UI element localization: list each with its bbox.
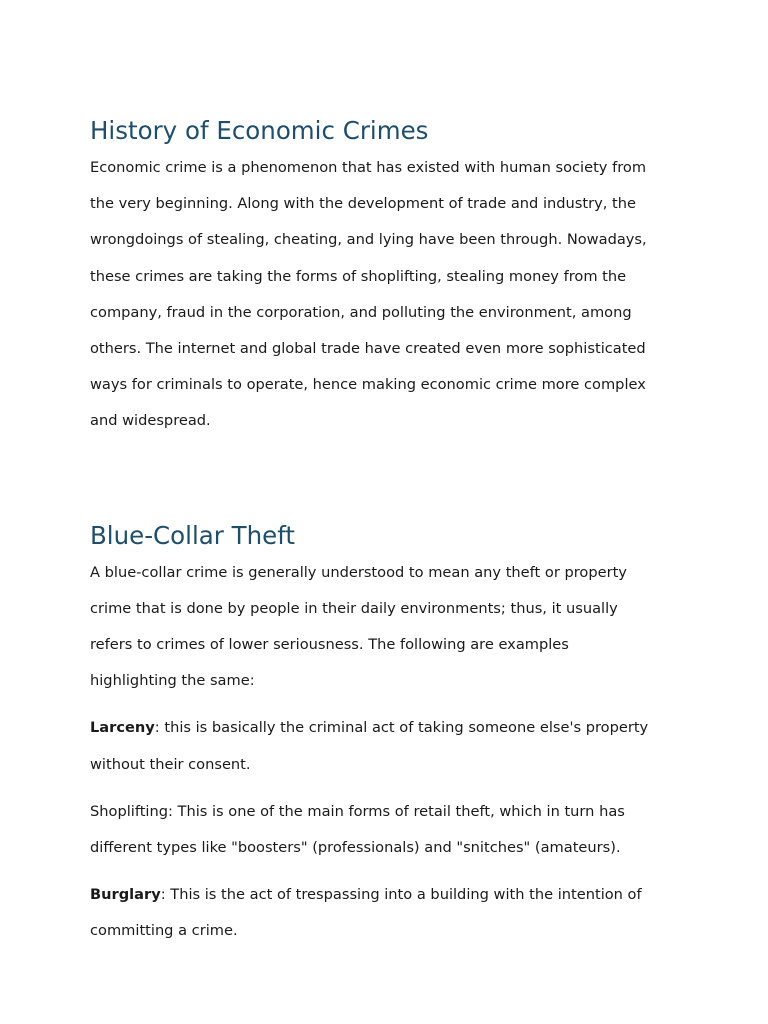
paragraph-line: these crimes are taking the forms of shoplifting, stealing money from the (90, 267, 627, 285)
paragraph-line: the very beginning. Along with the development of trade and industry, the (90, 195, 636, 213)
section-paragraph (90, 150, 680, 440)
item-line (90, 877, 680, 913)
item-line: committing a crime. (90, 922, 238, 940)
item-term: Larceny (90, 719, 155, 737)
paragraph-line: and widespread. (90, 412, 211, 430)
item-term: Burglary (90, 886, 161, 904)
document-page (90, 112, 680, 950)
paragraph-line: ways for criminals to operate, hence making economic crime more complex (90, 376, 646, 394)
paragraph-line: Economic crime is a phenomenon that has existed with human society from (90, 159, 647, 176)
section-heading: Blue-Collar Theft (90, 520, 296, 550)
list-item-larceny (90, 710, 680, 782)
paragraph-line: highlighting the same: (90, 672, 255, 690)
paragraph-line: crime that is done by people in their daily environments; thus, it usually (90, 599, 618, 617)
list-item-shoplifting (90, 794, 680, 866)
section-heading: History of Economic Crimes (90, 116, 429, 145)
item-text: : this is basically the criminal act of taking someone else's property (154, 719, 649, 737)
item-text: : This is the act of trespassing into a building with the intention of (160, 886, 642, 904)
item-line: Shoplifting: This is one of the main forms of retail theft, which in turn has (90, 802, 625, 820)
blue-collar-section (90, 517, 680, 950)
paragraph-line: A blue-collar crime is generally understood to mean any theft or property (90, 563, 627, 581)
history-section (90, 112, 680, 440)
paragraph-line: wrongdoings of stealing, cheating, and lying have been through. Nowadays, (90, 231, 647, 249)
section-paragraph (90, 555, 680, 700)
paragraph-line: refers to crimes of lower seriousness. The following are examples (90, 636, 569, 654)
paragraph-line: company, fraud in the corporation, and polluting the environment, among (90, 303, 632, 321)
list-item-burglary (90, 877, 680, 949)
paragraph-line: others. The internet and global trade have created even more sophisticated (90, 340, 646, 358)
item-line: without their consent. (90, 755, 251, 773)
item-line: different types like "boosters" (professionals) and "snitches" (amateurs). (90, 839, 621, 857)
item-line (90, 710, 680, 746)
